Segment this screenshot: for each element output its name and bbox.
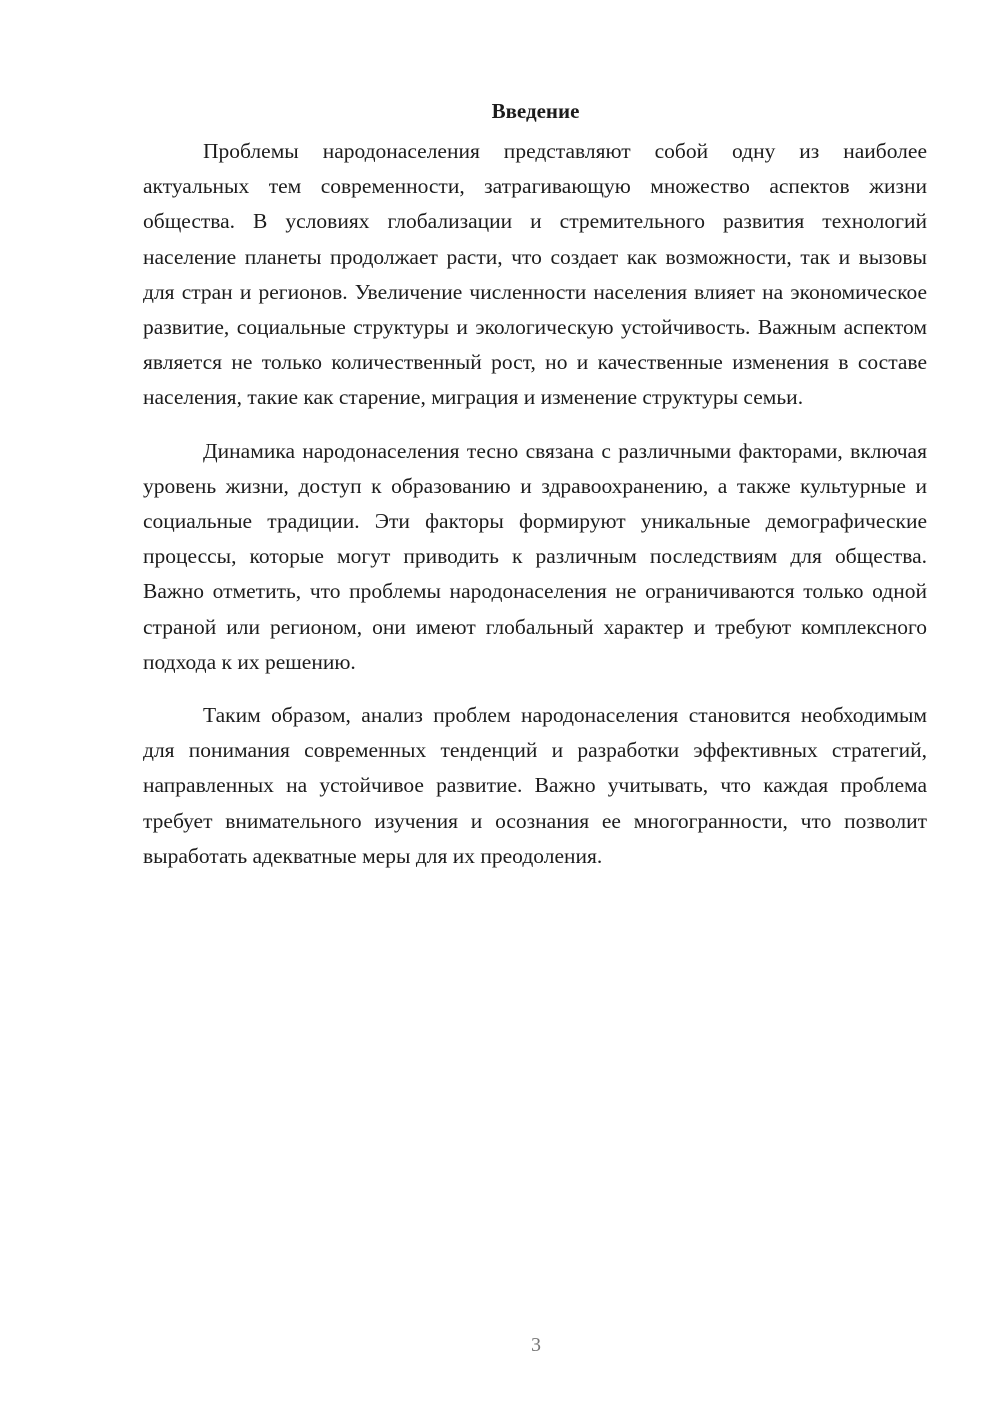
paragraph-2: Динамика народонаселения тесно связана с различными факторами, включая уровень жизни, доступ к образованию и здравоохранению, а также культурные и социальные традиции. Эти факторы формируют уникальные демографические процессы, которые могут приводить к различным последствиям для общества. Важно отметить, что проблемы народонаселения не ограничиваются только одной страной или регионом, они имеют глобальный характер и требуют комплексного подхода к их решению. <box>143 438 927 674</box>
paragraph-1: Проблемы народонаселения представляют собой одну из наиболее актуальных тем современности, затрагивающую множество аспектов жизни общества. В условиях глобализации и стремительного развития технологий население планеты продолжает расти, что создает как возможности, так и вызовы для стран и регионов. Увеличение численности населения влияет на экономическое развитие, социальные структуры и экологическую устойчивость. Важным аспектом является не только количественный рост, но и качественные изменения в составе населения, такие как старение, миграция и изменение структуры семьи. <box>143 139 927 410</box>
section-title: Введение <box>491 99 580 123</box>
paragraph-3: Таким образом, анализ проблем народонаселения становится необходимым для понимания современных тенденций и разработки эффективных стратегий, направленных на устойчивое развитие. Важно учитывать, что каждая проблема требует внимательного изучения и осознания ее многогранности, что позволит выработать адекватные меры для их преодоления. <box>143 703 927 868</box>
page-content <box>143 96 927 874</box>
page-number: 3 <box>531 1334 541 1356</box>
